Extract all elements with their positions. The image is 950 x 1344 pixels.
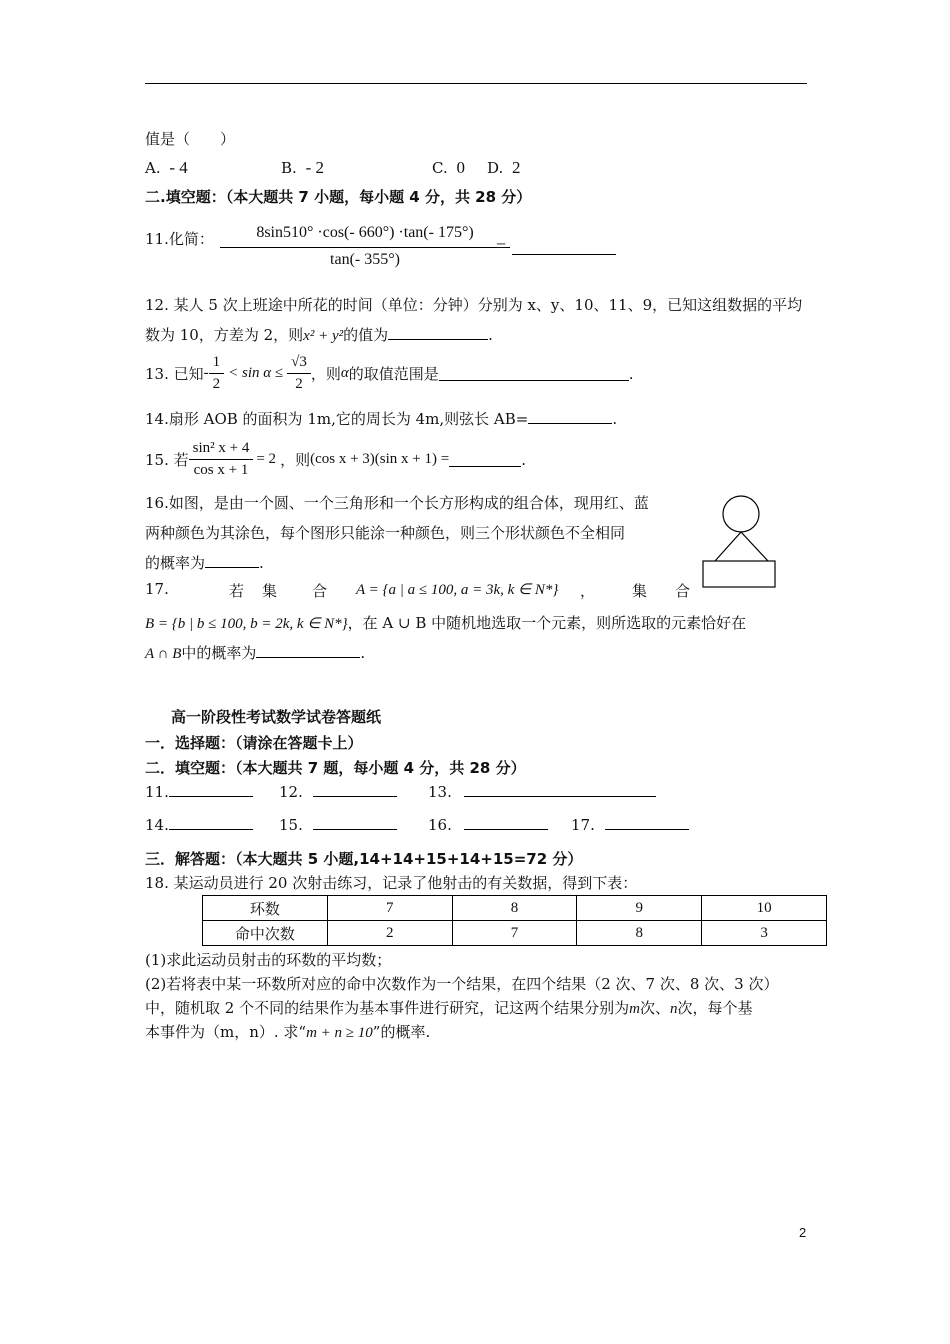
- table-cell: 环数: [203, 896, 328, 921]
- q13-answer-blank: [439, 366, 629, 381]
- answer-sheet-sec3: 三．解答题：（本大题共 5 小题,14+14+15+14+15=72 分）: [145, 850, 583, 868]
- q10-option-c: C. 0: [432, 158, 465, 177]
- q16-answer-blank: [205, 553, 259, 568]
- answer-blank-11[interactable]: 11.: [145, 782, 253, 801]
- q11-fraction-bar: [220, 247, 510, 248]
- q15-fraction: $\frac{\text{sin² x + 4}}{\text{cos x + 1}}$: [189, 440, 254, 479]
- table-row: [203, 896, 827, 921]
- q16-circle: [723, 496, 759, 532]
- q16-line3: 的概率为 .: [145, 554, 264, 572]
- answer-blank-13[interactable]: 13.: [428, 782, 656, 801]
- q16-line1: 16.如图，是由一个圆、一个三角形和一个长方形构成的组合体，现用红、蓝: [145, 494, 649, 512]
- q15-line: 15. 若 $\frac{\text{sin² x + 4}}{\text{cos x + 1}}$ = 2 ，则 (cos x + 3)(sin x + 1) = .: [145, 440, 526, 478]
- answer-blank-17[interactable]: 17.: [571, 815, 689, 834]
- answer-blank-15[interactable]: 15.: [279, 815, 397, 834]
- q13-line: 13. 已知 - $\frac{1}{2}$ < sin α ≤ $\frac{√3}{2}$ ，则 α 的取值范围是 .: [145, 354, 634, 392]
- q10-val-a: - 4: [169, 158, 188, 177]
- q18-part2-line2: 中，随机取 2 个不同的结果作为基本事件进行研究，记这两个结果分别为m次、n次，每个基: [145, 999, 753, 1017]
- q17-answer-blank: [256, 643, 360, 658]
- header-rule: [145, 83, 807, 84]
- q17-word-ji2: 集: [632, 582, 648, 600]
- q11-answer-blank: [512, 254, 616, 255]
- q10-options: [145, 158, 188, 178]
- q14-line: 14.扇形 AOB 的面积为 1m,它的周长为 4m,则弦长 AB= .: [145, 410, 618, 428]
- q18-intro: 18. 某运动员进行 20 次射击练习，记录了他射击的有关数据，得到下表：: [145, 874, 638, 892]
- q11-numerator: 8sin510° ·cos(- 660°) ·tan(- 175°): [256, 224, 474, 241]
- q17-set-a: A = {a | a ≤ 100, a = 3k, k ∈ N*}: [356, 582, 559, 598]
- q12-line1: 12. 某人 5 次上班途中所花的时间（单位：分钟）分别为 x、y、10、11、9，已知这组数据的平均: [145, 296, 803, 314]
- q13-fraction-sqrt3: $\frac{√3}{2}$: [287, 354, 311, 393]
- table-cell: 2: [327, 921, 452, 946]
- table-cell: 9: [577, 896, 702, 921]
- table-cell: 10: [702, 896, 827, 921]
- q11-equals: =: [496, 236, 507, 256]
- q17-line2: B = {b | b ≤ 100, b = 2k, k ∈ N*}，在 A ∪ B 中随机地选取一个元素，则所选取的元素恰好在: [145, 614, 747, 632]
- q12-answer-blank: [388, 325, 488, 340]
- q10-opt-a: A.: [145, 159, 161, 177]
- section2-heading: 二.填空题：（本大题共 7 小题，每小题 4 分，共 28 分）: [145, 188, 532, 206]
- q18-part1: (1)求此运动员射击的环数的平均数；: [145, 951, 392, 969]
- q18-part2-line3: 本事件为（m，n）. 求“m + n ≥ 10”的概率.: [145, 1023, 431, 1041]
- q12-line2: 数为 10，方差为 2，则x² + y²的值为 .: [145, 326, 493, 344]
- answer-sheet-sec1: 一．选择题：（请涂在答题卡上）: [145, 734, 363, 752]
- q12-expr: x² + y²: [303, 328, 344, 344]
- table-row: [203, 921, 827, 946]
- q18-table: [202, 895, 827, 946]
- q17-line3: A ∩ B中的概率为 .: [145, 644, 366, 662]
- q11-denominator: tan(- 355°): [330, 251, 400, 268]
- q17-comma: ，: [580, 582, 596, 600]
- q15-answer-blank: [449, 452, 521, 467]
- answer-blank-16[interactable]: 16.: [428, 815, 548, 834]
- table-cell: 8: [577, 921, 702, 946]
- q17-word-he2: 合: [675, 582, 691, 600]
- table-cell: 7: [327, 896, 452, 921]
- q17-number: 17.: [145, 580, 169, 598]
- answer-sheet-sec2: 二．填空题：（本大题共 7 题，每小题 4 分，共 28 分）: [145, 759, 526, 777]
- q10-stem-end: 值是（ ）: [145, 130, 236, 148]
- q17-word-ji: 集: [262, 582, 278, 600]
- answer-blank-14[interactable]: 14.: [145, 815, 253, 834]
- table-cell: 8: [452, 896, 577, 921]
- table-cell: 7: [452, 921, 577, 946]
- table-cell: 命中次数: [203, 921, 328, 946]
- q16-triangle: [715, 532, 768, 561]
- q17-word-he: 合: [312, 582, 328, 600]
- table-cell: 3: [702, 921, 827, 946]
- q17-word-ruo: 若: [229, 582, 245, 600]
- q16-rectangle: [703, 561, 775, 587]
- q16-line2: 两种颜色为其涂色，每个图形只能涂一种颜色，则三个形状颜色不全相同: [145, 524, 626, 542]
- q11-label: 11.化简：: [145, 230, 214, 248]
- q10-option-d: D. 2: [487, 158, 521, 177]
- q18-part2-line1: (2)若将表中某一环数所对应的命中次数作为一个结果，在四个结果（2 次、7 次、8 次、3 次）: [145, 975, 779, 993]
- q16-figure: [700, 494, 780, 590]
- answer-blank-12[interactable]: 12.: [279, 782, 397, 801]
- q13-fraction-half: $\frac{1}{2}$: [209, 354, 225, 393]
- answer-sheet-title: 高一阶段性考试数学试卷答题纸: [171, 708, 382, 726]
- q10-option-b: B. - 2: [281, 158, 324, 177]
- q14-answer-blank: [528, 409, 612, 424]
- page-number: 2: [799, 1225, 807, 1240]
